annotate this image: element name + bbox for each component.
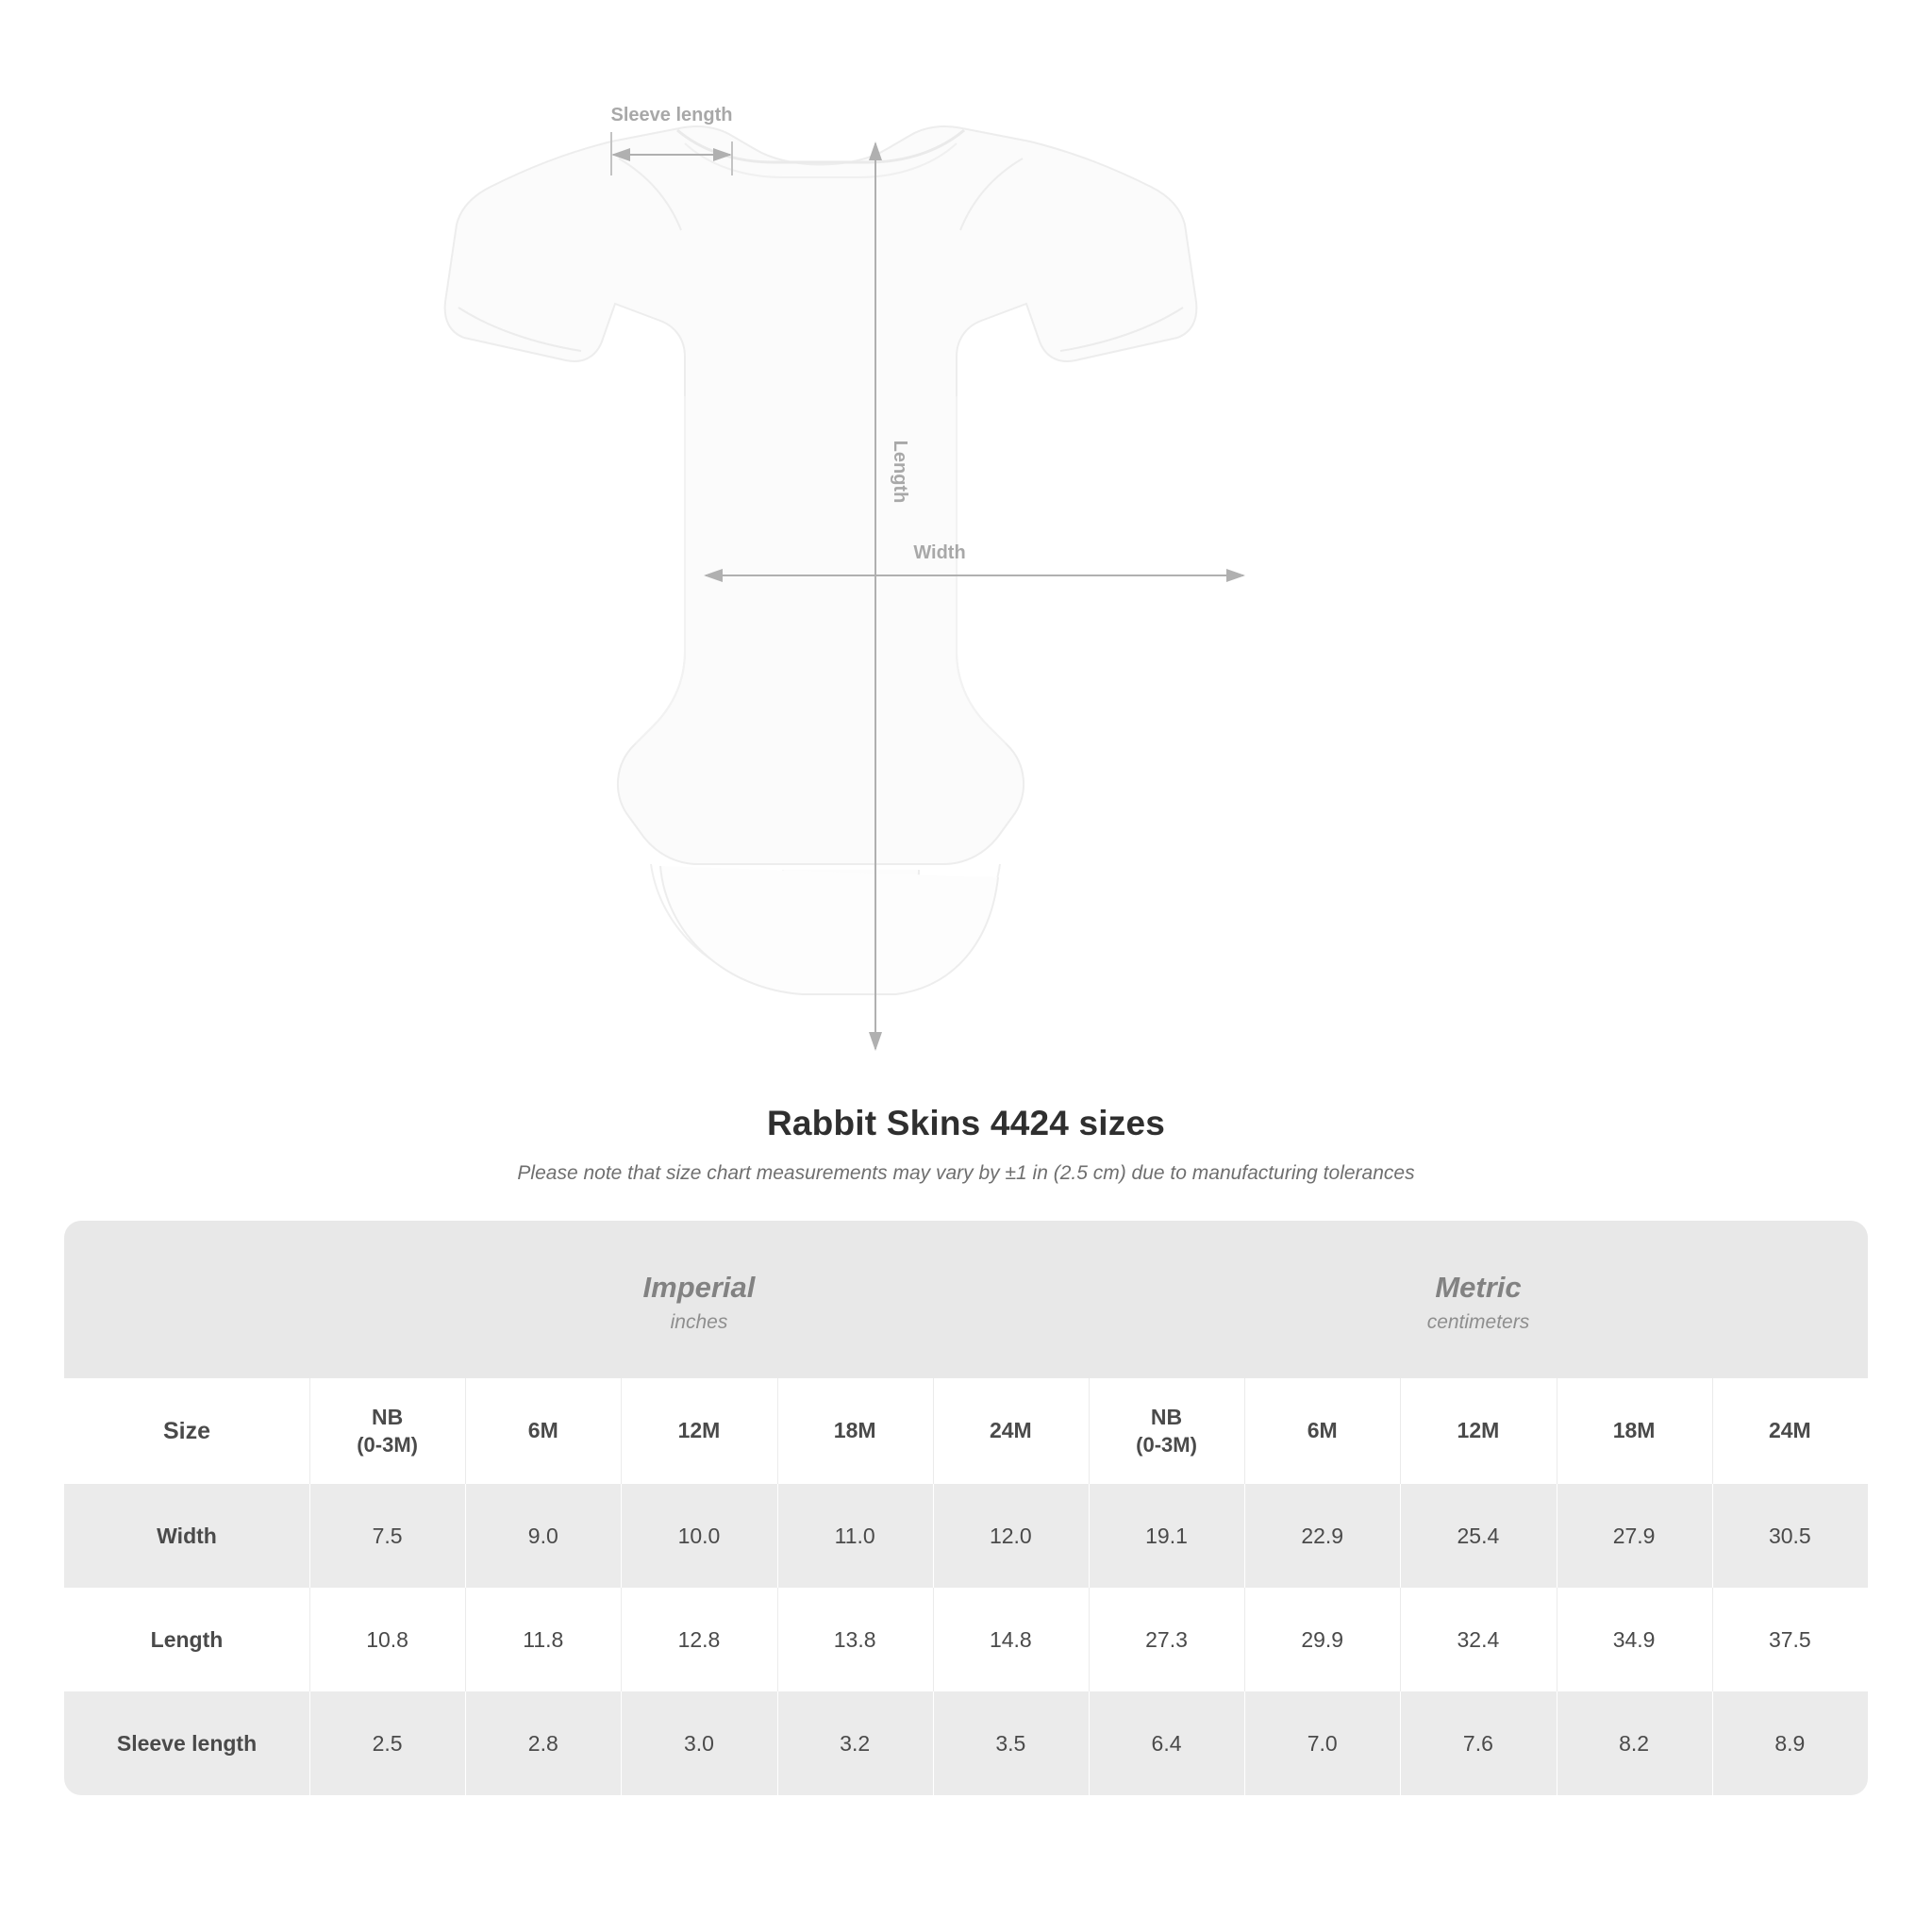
unit-band-blank: [64, 1221, 309, 1378]
table-row: [64, 1588, 1868, 1691]
row-0-cell-3: 11.0: [777, 1484, 933, 1588]
row-1-cell-4: 14.8: [933, 1588, 1089, 1691]
header-col-3-label: 18M: [833, 1418, 876, 1443]
row-2-cell-1: 2.8: [465, 1691, 621, 1795]
header-col-3: [777, 1378, 933, 1484]
unit-group-imperial: [309, 1221, 1089, 1378]
header-col-4-label: 24M: [989, 1418, 1032, 1443]
row-1-label: Length: [64, 1588, 309, 1691]
header-col-5: [1089, 1378, 1244, 1484]
row-0-cell-7: 25.4: [1400, 1484, 1556, 1588]
row-1-cell-7: 32.4: [1400, 1588, 1556, 1691]
size-table: [64, 1221, 1868, 1795]
row-2-cell-7: 7.6: [1400, 1691, 1556, 1795]
header-col-7-label: 12M: [1457, 1418, 1500, 1443]
header-col-6: [1244, 1378, 1400, 1484]
row-1-cell-3: 13.8: [777, 1588, 933, 1691]
row-1-cell-0: 10.8: [309, 1588, 465, 1691]
row-2-label: Sleeve length: [64, 1691, 309, 1795]
row-2-cell-2: 3.0: [621, 1691, 776, 1795]
table-row: [64, 1691, 1868, 1795]
row-2-cell-4: 3.5: [933, 1691, 1089, 1795]
header-col-7: [1400, 1378, 1556, 1484]
header-col-2-label: 12M: [677, 1418, 721, 1443]
header-size-label: Size: [64, 1378, 309, 1484]
row-1-cell-2: 12.8: [621, 1588, 776, 1691]
row-1-cell-8: 34.9: [1557, 1588, 1712, 1691]
unit-group-metric: [1089, 1221, 1868, 1378]
row-0-cell-5: 19.1: [1089, 1484, 1244, 1588]
row-0-cell-9: 30.5: [1712, 1484, 1868, 1588]
row-0-cell-6: 22.9: [1244, 1484, 1400, 1588]
header-col-5-sub: (0-3M): [1136, 1432, 1197, 1457]
header-col-9-label: 24M: [1768, 1418, 1811, 1443]
title-block: [0, 1104, 1932, 1185]
unit-metric-sub: centimeters: [1426, 1311, 1530, 1334]
bodysuit-shape: [445, 126, 1197, 994]
measurement-note: Please note that size chart measurements may vary by ±1 in (2.5 cm) due to manufacturing tolerances: [517, 1162, 1415, 1184]
header-col-5-label: NB: [1150, 1404, 1183, 1429]
length-dim-label: Length: [890, 440, 910, 504]
row-1-cell-1: 11.8: [465, 1588, 621, 1691]
header-col-0-sub: (0-3M): [357, 1432, 418, 1457]
row-2-cell-5: 6.4: [1089, 1691, 1244, 1795]
width-dim-label: Width: [913, 542, 966, 563]
row-0-cell-4: 12.0: [933, 1484, 1089, 1588]
unit-imperial-sub: inches: [670, 1311, 728, 1334]
row-2-cell-6: 7.0: [1244, 1691, 1400, 1795]
row-2-cell-0: 2.5: [309, 1691, 465, 1795]
unit-imperial-name: Imperial: [642, 1270, 756, 1304]
row-1-cell-6: 29.9: [1244, 1588, 1400, 1691]
header-col-4: [933, 1378, 1089, 1484]
table-row: [64, 1484, 1868, 1588]
page-title: Rabbit Skins 4424 sizes: [766, 1104, 1166, 1142]
row-2-cell-8: 8.2: [1557, 1691, 1712, 1795]
header-col-0: [309, 1378, 465, 1484]
header-col-1: [465, 1378, 621, 1484]
header-col-1-label: 6M: [527, 1418, 558, 1443]
row-0-cell-1: 9.0: [465, 1484, 621, 1588]
header-col-0-label: NB: [371, 1404, 404, 1429]
header-col-8-label: 18M: [1612, 1418, 1656, 1443]
header-col-8: [1557, 1378, 1712, 1484]
table-header-row: [64, 1378, 1868, 1484]
header-col-6-label: 6M: [1307, 1418, 1338, 1443]
unit-metric-name: Metric: [1435, 1270, 1522, 1304]
row-0-cell-8: 27.9: [1557, 1484, 1712, 1588]
header-col-2: [621, 1378, 776, 1484]
row-1-cell-5: 27.3: [1089, 1588, 1244, 1691]
unit-band-row: [64, 1221, 1868, 1378]
header-col-9: [1712, 1378, 1868, 1484]
row-0-cell-2: 10.0: [621, 1484, 776, 1588]
row-2-cell-9: 8.9: [1712, 1691, 1868, 1795]
row-0-label: Width: [64, 1484, 309, 1588]
row-0-cell-0: 7.5: [309, 1484, 465, 1588]
sleeve-length-dim-label: Sleeve length: [610, 105, 733, 125]
size-table-wrapper: [64, 1221, 1868, 1795]
row-1-cell-9: 37.5: [1712, 1588, 1868, 1691]
row-2-cell-3: 3.2: [777, 1691, 933, 1795]
